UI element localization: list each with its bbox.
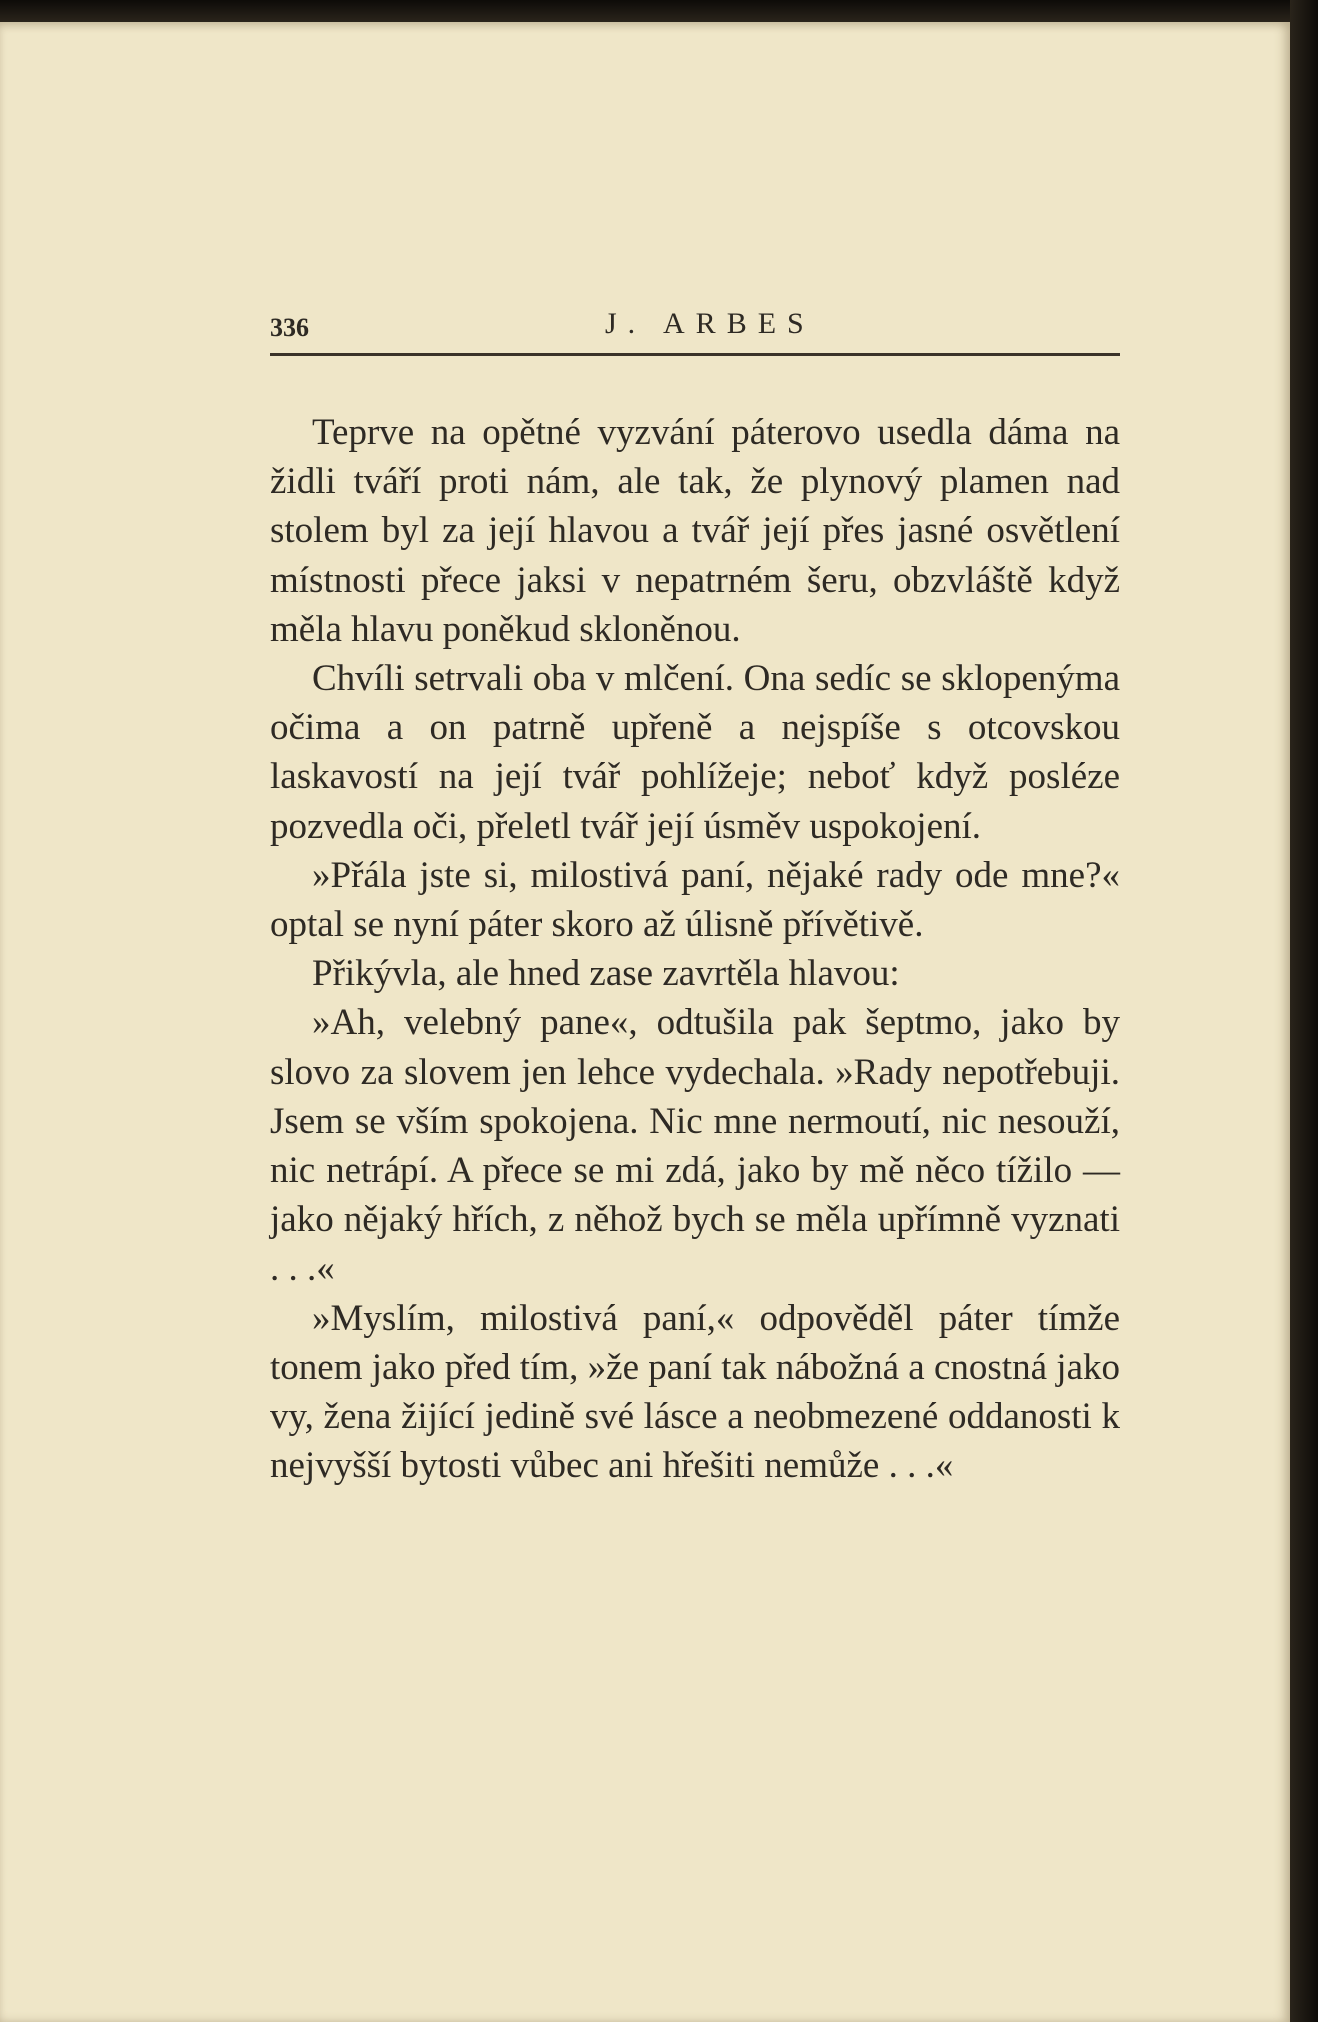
paragraph-2: Chvíli setrvali oba v mlčení. Ona sedíc se sklopenýma očima a on patrně upřeně a nejspíše s otcovskou laskavostí na její tvář pohlížeje; neboť když posléze pozvedla oči, přeletl tvář její úsměv uspokojení.: [270, 658, 1120, 847]
paragraph-1: Teprve na opětné vyzvání páterovo usedla dáma na židli tváří proti nám, ale tak, že plynový plamen nad stolem byl za její hlavou a tvář její přes jasné osvětlení místnosti přece jaksi v nepatrném šeru, obzvláště když měla hlavu poněkud skloněnou.: [270, 412, 1120, 650]
scan-top-edge: [0, 0, 1318, 22]
paragraph-3: »Přála jste si, milostivá paní, nějaké rady ode mne?« optal se nyní páter skoro až úlisně přívětivě.: [270, 854, 1120, 946]
paragraph-5: »Ah, velebný pane«, odtušila pak šeptmo, jako by slovo za slovem jen lehce vydechala. »Rady nepotřebuji. Jsem se vším spokojena. Nic mne nermoutí, nic nesouží, nic netrápí. A přece se mi zdá, jako by mě něco tížilo — jako nějaký hřích, z něhož bych se měla upřímně vyznati . . .«: [270, 1002, 1120, 1290]
paragraph-4: Přikývla, ale hned zase zavrtěla hlavou:: [312, 953, 900, 995]
page-number: 336: [270, 313, 309, 342]
scan-right-edge: [1290, 0, 1318, 2022]
body-text: [270, 408, 1120, 1490]
page-header: [270, 293, 1120, 356]
paragraph-6: »Myslím, milostivá paní,« odpověděl páter tímže tonem jako před tím, »že paní tak nábožná a cnostná jako vy, žena žijící jedině své lásce a neobmezené oddanosti k nejvyšší bytosti vůbec ani hřešiti nemůže . . .«: [270, 1297, 1120, 1487]
running-title: J. ARBES: [605, 307, 815, 340]
